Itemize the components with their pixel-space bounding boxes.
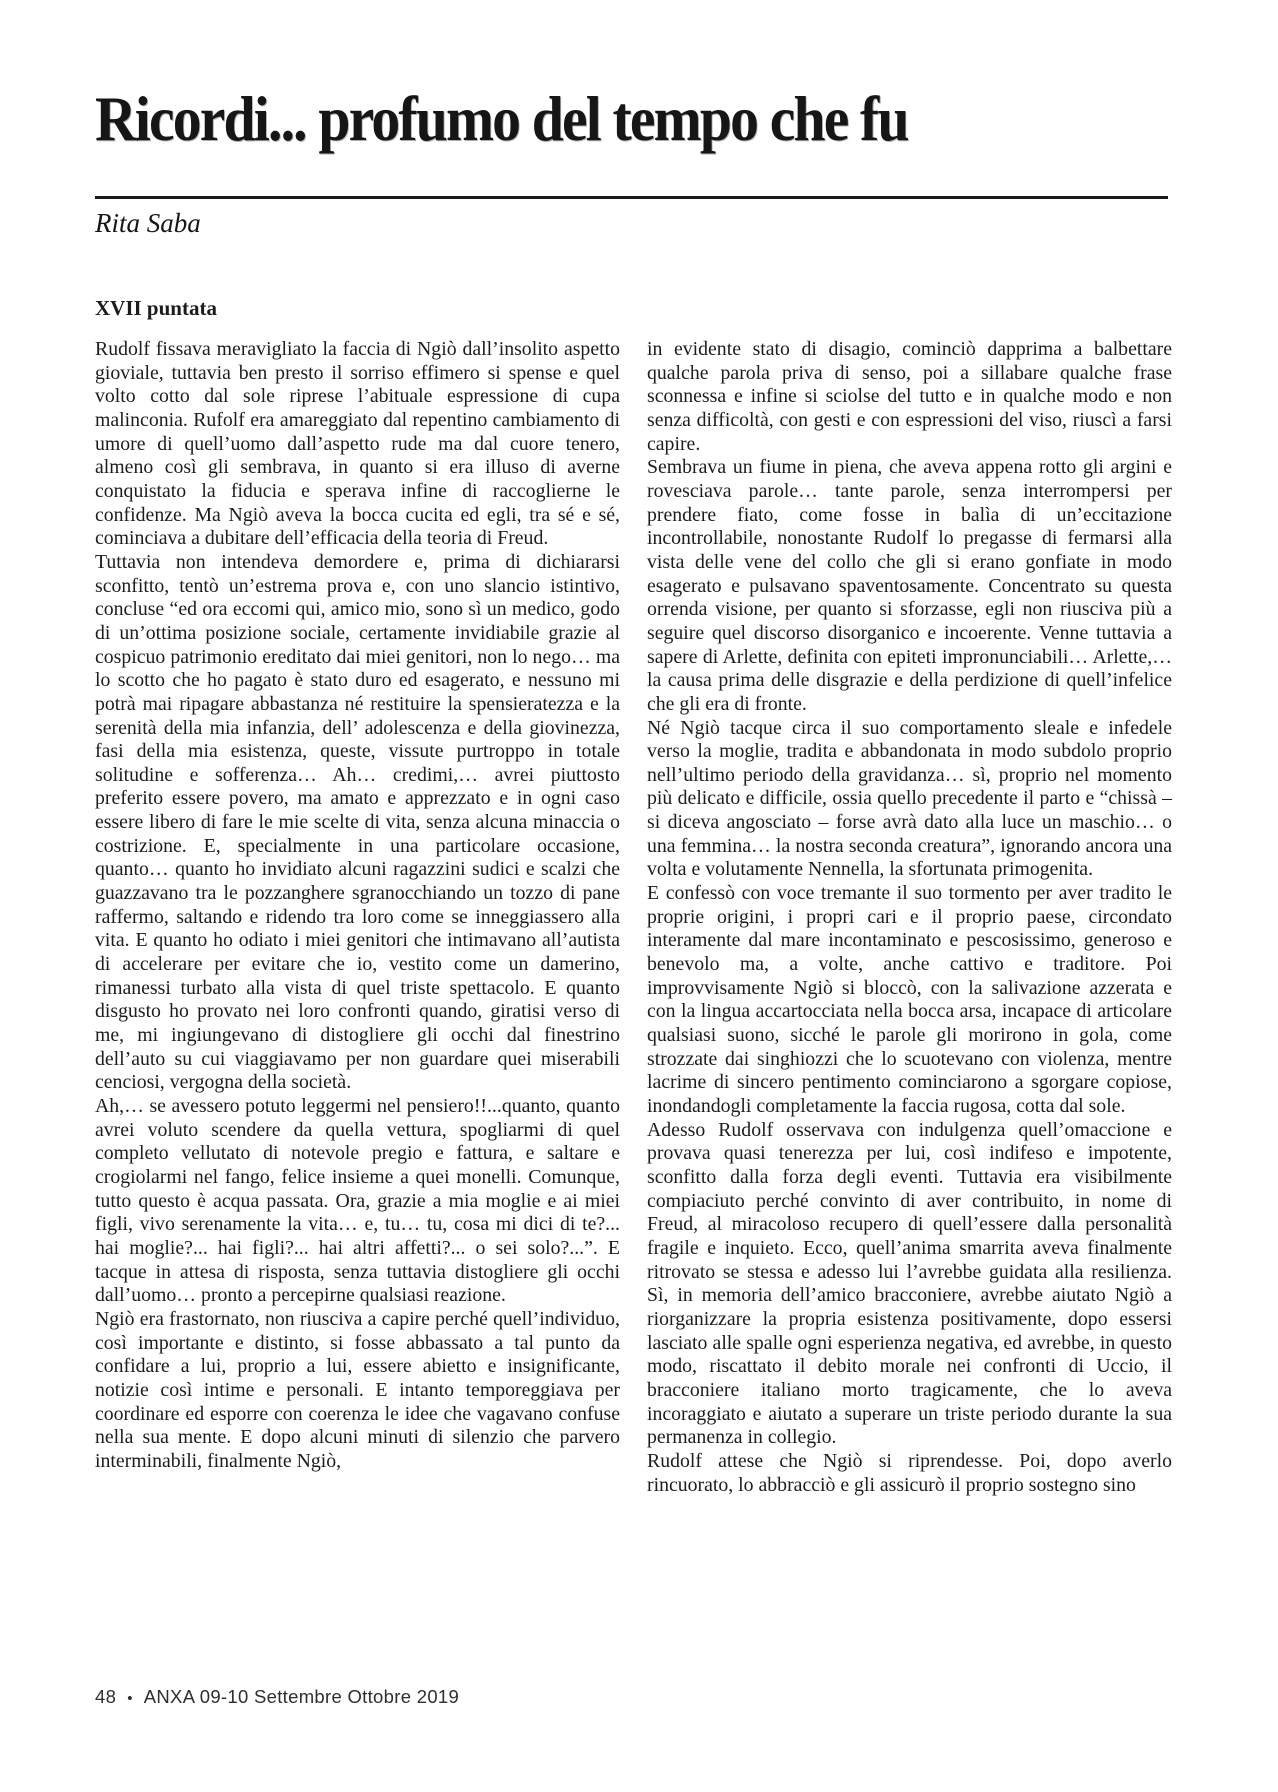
article-body bbox=[95, 338, 1172, 1497]
paragraph: Adesso Rudolf osservava con indulgenza quell’omaccione e provava quasi tenerezza per lui, così indifeso e impotente, sconfitto dalla forza degli eventi. Tuttavia era visibilmente compiaciuto perché convinto di aver contribuito, in nome di Freud, al miracoloso recupero di quell’essere dalla personalità fragile e inquieto. Ecco, quell’anima smarrita aveva finalmente ritrovato se stessa e adesso lui l’avrebbe guidata alla resilienza. Sì, in memoria dell’amico bracconiere, avrebbe aiutato Ngiò a riorganizzare la propria esistenza positivamente, dopo essersi lasciato alle spalle ogni esperienza negativa, ed avrebbe, in questo modo, riscattato il debito morale nei confronti di Uccio, il bracconiere italiano morto tragicamente, che lo aveva incoraggiato e aiutato a superare un triste periodo durante la sua permanenza in collegio. bbox=[647, 1118, 1172, 1449]
article-title: Ricordi... profumo del tempo che fu bbox=[95, 83, 908, 154]
paragraph: in evidente stato di disagio, cominciò dapprima a balbettare qualche parola priva di senso, poi a sillabare qualche frase sconnessa e infine si sciolse del tutto e in qualche modo e non senza difficoltà, con gesti e con espressioni del viso, riuscì a farsi capire. bbox=[647, 338, 1172, 455]
paragraph: Tuttavia non intendeva demordere e, prima di dichiararsi sconfitto, tentò un’estrema prova e, con uno slancio istintivo, concluse “ed ora eccomi qui, amico mio, sono sì un medico, godo di un’ottima posizione sociale, certamente invidiabile grazie al cospicuo patrimonio ereditato dai miei genitori, non lo nego… ma lo scotto che ho pagato è stato duro ed esagerato, e nessuno mi potrà mai ripagare abbastanza né restituire la spensieratezza e la serenità della mia infanzia, dell’ adolescenza e della giovinezza, fasi della mia esistenza, queste, vissute purtroppo in totale solitudine e sofferenza… Ah… credimi,… avrei piuttosto preferito essere povero, ma amato e apprezzato e in ogni caso essere libero di fare le mie scelte di vita, senza alcuna minaccia o costrizione. E, specialmente in una particolare occasione, quanto… quanto ho invidiato alcuni ragazzini sudici e scalzi che guazzavano tra le pozzanghere sgranocchiando un tozzo di pane raffermo, saltando e ridendo tra loro come se inneggiassero alla vita. E quanto ho odiato i miei genitori che intimavano all’autista di accelerare per evitare che io, vestito come un damerino, rimanessi turbato alla vista di quel triste spettacolo. E quanto disgusto ho provato nei loro confronti quando, giratisi verso di me, mi ingiungevano di distogliere gli occhi dal finestrino dell’auto su cui viaggiavamo per non guardare quei miserabili cenciosi, vergogna della società. bbox=[95, 550, 620, 1094]
column-left bbox=[95, 338, 620, 1497]
paragraph: Rudolf fissava meravigliato la faccia di Ngiò dall’insolito aspetto gioviale, tuttavia ben presto il sorriso effimero si spense e quel volto cotto dal sole riprese l’abituale espressione di cupa malinconia. Rufolf era amareggiato dal repentino cambiamento di umore di quell’uomo dall’aspetto rude ma dal cuore tenero, almeno così gli sembrava, in quanto si era illuso di averne conquistato la fiducia e sperava infine di raccoglierne le confidenze. Ma Ngiò aveva la bocca cucita ed egli, tra sé e sé, cominciava a dubitare dell’efficacia della teoria di Freud. bbox=[95, 338, 620, 550]
paragraph: Ngiò era frastornato, non riusciva a capire perché quell’individuo, così importante e distinto, si fosse abbassato a tal punto da confidare a lui, proprio a lui, essere abietto e insignificante, notizie così intime e personali. E intanto temporeggiava per coordinare ed esporre con coerenza le idee che vagavano confuse nella sua mente. E dopo alcuni minuti di silenzio che parvero interminabili, finalmente Ngiò, bbox=[95, 1307, 620, 1472]
footer-bullet: • bbox=[127, 1690, 133, 1707]
article-author: Rita Saba bbox=[95, 208, 201, 238]
paragraph: E confessò con voce tremante il suo tormento per aver tradito le proprie origini, i propri cari e il proprio paese, circondato interamente dal mare incontaminato e pescosissimo, generoso e benevolo ma, a volte, anche cattivo e traditore. Poi improvvisamente Ngiò si bloccò, con la salivazione azzerata e con la lingua accartocciata nella bocca arsa, incapace di articolare qualsiasi suono, sicché le parole gli morirono in gola, come strozzate dai singhiozzi che lo scuotevano con violenza, mentre lacrime di sincero pentimento cominciarono a sgorgare copiose, inondandogli completamente la faccia rugosa, cotta dal sole. bbox=[647, 882, 1172, 1117]
issue-info: ANXA 09-10 Settembre Ottobre 2019 bbox=[143, 1686, 460, 1707]
paragraph: Né Ngiò tacque circa il suo comportamento sleale e infedele verso la moglie, tradita e abbandonata in modo subdolo proprio nell’ultimo periodo della gravidanza… sì, proprio nel momento più delicato e difficile, ossia quello precedente il parto e “chissà – si diceva angosciato – forse avrà dato alla luce un maschio… o una femmina… la nostra seconda creatura”, ignorando ancora una volta e volutamente Nennella, la sfortunata primogenita. bbox=[647, 716, 1172, 881]
paragraph: Ah,… se avessero potuto leggermi nel pensiero!!...quanto, quanto avrei voluto scendere da quella vettura, spogliarmi di quel completo vellutato di notevole pregio e fattura, e saltare e crogiolarmi nel fango, felice insieme a quei monelli. Comunque, tutto questo è acqua passata. Ora, grazie a mia moglie e ai miei figli, vivo serenamente la vita… e, tu… tu, cosa mi dici di te?... hai moglie?... hai figli?... hai altri affetti?... o sei solo?...”. E tacque in attesa di risposta, senza tuttavia distogliere gli occhi dall’uomo… pronto a percepirne qualsiasi reazione. bbox=[95, 1095, 620, 1307]
page-footer bbox=[95, 1686, 459, 1708]
installment-heading: XVII puntata bbox=[95, 296, 217, 320]
column-right bbox=[647, 338, 1172, 1497]
page-number: 48 bbox=[95, 1686, 117, 1707]
title-divider bbox=[95, 196, 1168, 199]
paragraph: Sembrava un fiume in piena, che aveva appena rotto gli argini e rovesciava parole… tante parole, senza interrompersi per prendere fiato, come fosse in balìa di un’eccitazione incontrollabile, nonostante Rudolf lo pregasse di fermarsi alla vista delle vene del collo che gli si erano gonfiate in modo esagerato e pulsavano spaventosamente. Concentrato su questa orrenda visione, per quanto si sforzasse, egli non riusciva più a seguire quel discorso disorganico e incoerente. Venne tuttavia a sapere di Arlette, definita con epiteti impronunciabili… Arlette,… la causa prima delle disgrazie e della perdizione di quell’infelice che gli era di fronte. bbox=[647, 456, 1172, 715]
paragraph: Rudolf attese che Ngiò si riprendesse. Poi, dopo averlo rincuorato, lo abbracciò e gli assicurò il proprio sostegno sino bbox=[647, 1449, 1172, 1496]
